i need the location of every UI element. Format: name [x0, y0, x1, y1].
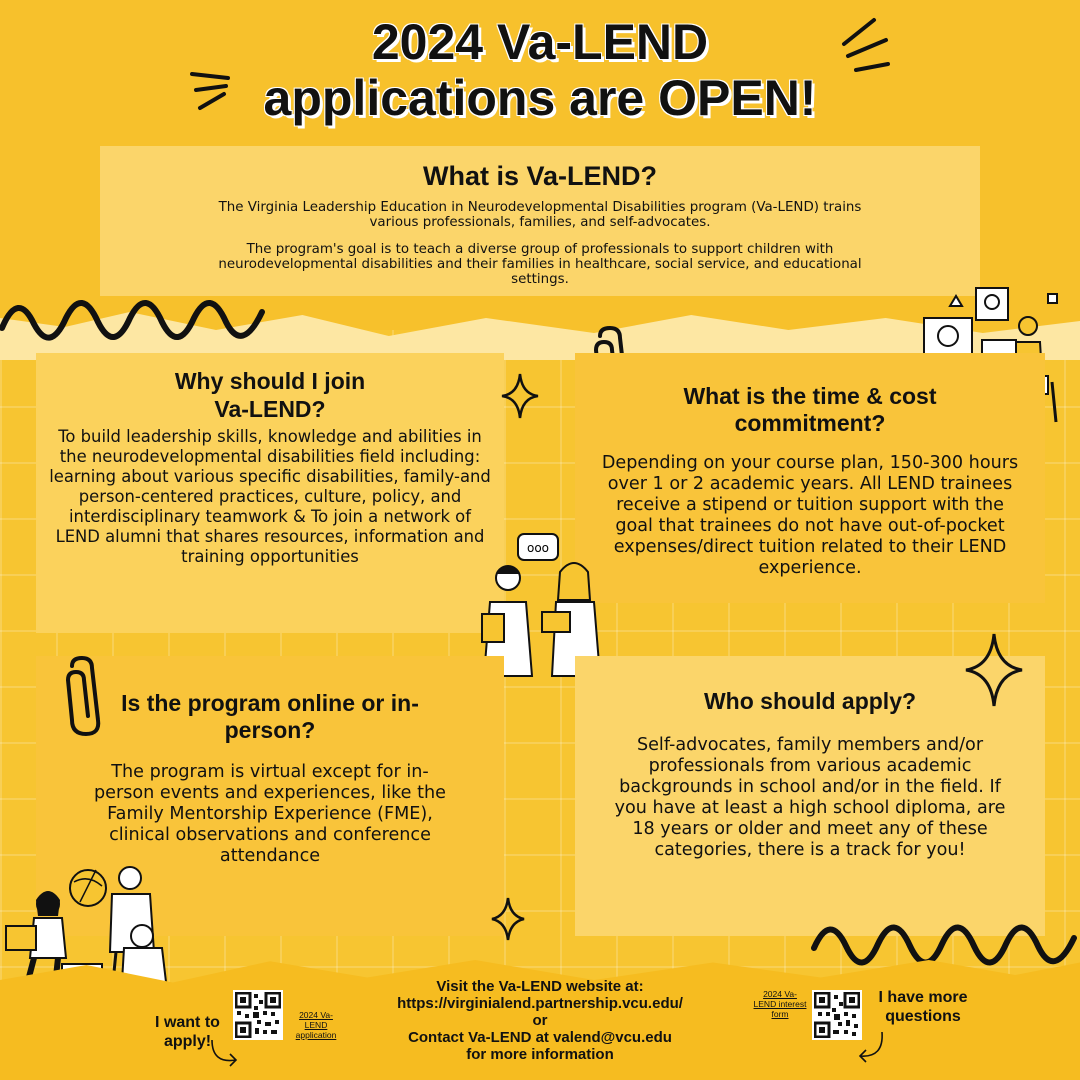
svg-text:ooo: ooo: [526, 541, 550, 555]
zigzag-icon: [0, 288, 270, 348]
footer-or-text: or: [532, 1012, 548, 1029]
sparkle-icon: [500, 372, 540, 420]
qr-code-icon: [235, 992, 281, 1038]
footer-visit-text: Visit the Va-LEND website at:: [436, 978, 644, 995]
website-link[interactable]: https://virginialend.partnership.vcu.edu/: [397, 995, 683, 1012]
interest-form-link[interactable]: 2024 Va-LEND interest form: [753, 989, 807, 1019]
curved-arrow-icon: [852, 1026, 888, 1066]
apply-label: I want to apply!: [155, 1014, 220, 1050]
sparkle-icon: [964, 632, 1024, 708]
what-is-card: [100, 146, 980, 296]
what-is-heading: What is Va-LEND?: [422, 161, 658, 191]
footer-contact: [370, 978, 710, 1063]
page-title: [0, 14, 1080, 126]
what-is-paragraph-2: The program's goal is to teach a diverse group of professionals to support children with neurodevelopmental disabilities and their families in healthcare, social service, and educational settings.: [218, 242, 862, 287]
online-heading: Is the program online or in-person?: [121, 690, 419, 743]
apply-qr-code-icon[interactable]: [233, 990, 283, 1040]
why-join-body: To build leadership skills, knowledge and abilities in the neurodevelopmental disabilities field including: learning about various specific disabilities, family-and person-centered practices, culture, policy, and interdisciplinary teamwork & To join a network of LEND alumni that shares resources, information and training opportunities: [49, 427, 491, 566]
apply-link[interactable]: 2024 Va-LEND application: [295, 1010, 337, 1040]
time-cost-card: [575, 353, 1045, 603]
why-join-card: [36, 353, 504, 633]
title-line-2: applications are OPEN!: [263, 70, 817, 126]
who-apply-body: Self-advocates, family members and/or professionals from various academic backgrounds in school and/or in the field. If you have at least a high school diploma, are 18 years or older and meet any of these categories, there is a track for you!: [614, 735, 1006, 860]
sparkle-icon: [490, 896, 526, 942]
title-line-1: 2024 Va-LEND: [371, 14, 709, 70]
time-cost-body: Depending on your course plan, 150-300 hours over 1 or 2 academic years. All LEND trainees receive a stipend or tuition support with the goal that trainees do not have out-of-pocket expenses/direct tuition related to their LEND experience.: [601, 453, 1019, 578]
footer-info-text: for more information: [466, 1046, 614, 1063]
time-cost-heading: What is the time & cost commitment?: [683, 383, 937, 436]
why-join-heading: Why should I join Va-LEND?: [174, 368, 366, 422]
who-apply-heading: Who should apply?: [703, 688, 917, 714]
questions-label: I have more questions: [878, 989, 968, 1025]
what-is-paragraph-1: The Virginia Leadership Education in Neurodevelopmental Disabilities program (Va-LEND) trains various professionals, families, and self-advocates.: [218, 200, 862, 230]
paperclip-icon: [58, 656, 108, 736]
online-body: The program is virtual except for in-person events and experiences, like the Family Mentorship Experience (FME), clinical observations and conference attendance: [94, 762, 446, 866]
contact-email-link[interactable]: Contact Va-LEND at valend@vcu.edu: [408, 1029, 672, 1046]
